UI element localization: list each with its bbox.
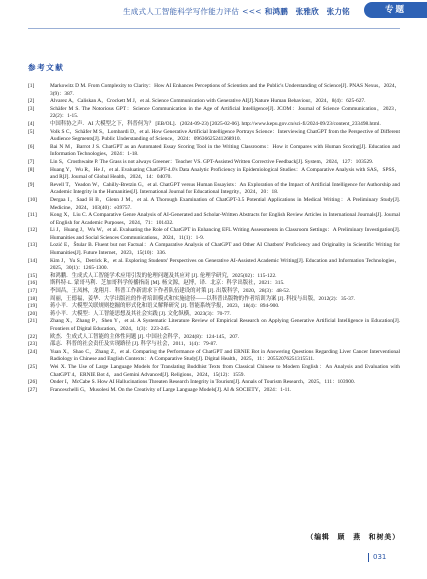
reference-item xyxy=(28,98,400,106)
reference-item xyxy=(28,121,400,129)
reference-number: [12] xyxy=(28,227,37,234)
header-divider xyxy=(28,28,400,29)
reference-text: 和鸿鹏．生成式人工智能学术应用引发的伦理问题及其应对 [J]. 伦理学研究，2025(02)：115-122. xyxy=(50,272,277,279)
reference-number: [24] xyxy=(28,348,37,355)
reference-number: [13] xyxy=(28,242,37,249)
reference-item xyxy=(28,159,400,167)
reference-number: [2] xyxy=(28,98,35,105)
reference-text: Franceschelli G，Musolesi M. On the Creativity of Large Language Models[J]. AI & SOCIETY，2024：1-11. xyxy=(50,386,292,393)
references-heading: 参考文献 xyxy=(28,63,65,72)
reference-text: Lin S，Crosthwaite P. The Grass is not always Greener：Teacher VS. GPT-Assisted Written Corrective Feedback[J]. System，2024，127：103529. xyxy=(50,158,374,165)
reference-text: Markowitz D M. From Complexity to Clarity：How AI Enhances Perceptions of Scientists and the Public's Understanding of Science[J]. PNAS Nexus，2024，3(9)：387. xyxy=(50,83,400,97)
reference-number: [5] xyxy=(28,128,35,135)
page-number: 031 xyxy=(368,553,405,562)
reference-item xyxy=(28,387,400,395)
section-tab: 专题 xyxy=(364,2,427,18)
reference-item xyxy=(28,288,400,296)
reference-item xyxy=(28,106,400,121)
reference-text: Dergaa I，Saad H B，Glenn J M，et al. A Thorough Examination of ChatGPT-3.5 Potential Applications in Medical Writing：A Preliminary Study[J]. Medicine，2024，103(40)：e39757. xyxy=(50,196,400,211)
reference-text: Onder I，McCabe S. How AI Hallucinations Threaten Research Integrity in Tourism[J]. Annals of Tourism Research，2025，111：103900. xyxy=(50,379,356,386)
reference-number: [8] xyxy=(28,166,35,173)
reference-text: 蒋小平．大模型：人工智能思想及其社会实践 [J]. 文化纵横，2023(3)：70-77. xyxy=(50,310,231,317)
reference-number: [15] xyxy=(28,272,37,279)
reference-text: Schäfer M S. The Notorious GPT：Science Communication in the Age of Artificial Intelligence[J]. JCOM：Journal of Science Communication，2023，22(2)：1-15. xyxy=(50,105,400,120)
title-separator: <<< xyxy=(242,7,262,16)
reference-item xyxy=(28,144,400,159)
reference-text: Lozić E，Štular B. Fluent but not Factual：A Comparative Analysis of ChatGPT and Other AI Chatbots' Proficiency and Originality in Scientific Writing for Humanities[J]. Future Internet，2023，15(10)：336. xyxy=(50,242,400,257)
reference-number: [6] xyxy=(28,143,35,150)
journal-column-title: 生成式人工智能科学写作能力评估 xyxy=(123,7,240,16)
reference-text: Revell T，Yeadon W，Cahilly-Bretzin G，et al. ChatGPT versus Human Essayists：An Exploration of the Impact of Artificial Intelligence for Authorship and Academic Integrity in the Humanities[J]. International Journal for Educational Integrity，2024，20：18. xyxy=(50,181,400,196)
reference-item xyxy=(28,227,400,242)
reference-text: 邵志．科普的社会责任及实现路径 [J]. 科学与社会，2011，1(4)：79-87. xyxy=(50,341,218,348)
reference-number: [19] xyxy=(28,303,37,310)
reference-item xyxy=(28,242,400,257)
reference-number: [21] xyxy=(28,318,37,325)
reference-item xyxy=(28,349,400,364)
reference-number: [23] xyxy=(28,341,37,348)
reference-number: [25] xyxy=(28,363,37,370)
reference-number: [16] xyxy=(28,280,37,287)
reference-text: 欧杰．生成式人工智能的主体性问题 [J]. 中国社会科学，2024(8)：124-145，207. xyxy=(50,333,239,340)
reference-number: [22] xyxy=(28,333,37,340)
reference-item xyxy=(28,83,400,98)
reference-number: [20] xyxy=(28,310,37,317)
reference-list xyxy=(28,83,400,394)
reference-text: Kim J，Yu S，Detrick R，et al. Exploring Students' Perspectives on Generative AI-Assisted Academic Writing[J]. Education and Information Technologies，2025，30(1)：1265-1300. xyxy=(50,257,400,272)
reference-item xyxy=(28,212,400,227)
reference-text: Wei X. The Use of Large Language Models for Translating Buddhist Texts from Classical Chinese to Modern English：An Analysis and Evaluation with ChatGPT 4，ERNIE Bot 4，and Gemini Advanced[J]. Religions，2024，15(12)：1559. xyxy=(50,363,400,378)
reference-item xyxy=(28,167,400,182)
reference-number: [1] xyxy=(28,83,35,89)
reference-text: Bai N M，Barrot J S. ChatGPT as an Automated Essay Scoring Tool in the Writing Classrooms：How it Compares with Human Scoring[J]. Education and Information Technologies，2024：1-18. xyxy=(50,143,400,158)
reference-item xyxy=(28,129,400,144)
reference-number: [7] xyxy=(28,158,35,165)
editor-credit: （编辑 顾 燕 和树美） xyxy=(306,533,400,541)
reference-text: Zhang X，Zhang P，Shen Y，et al. A Systematic Literature Review of Empirical Research on Applying Generative Artificial Intelligence in Education[J]. Frontiers of Digital Education，2024，1(3)：223-245. xyxy=(50,318,400,332)
reference-item xyxy=(28,258,400,273)
reference-text: Huang Y，Wu R，He J，et al. Evaluating ChatGPT-4.0's Data Analytic Proficiency in Epidemiological Studies：A Comparative Analysis with SAS，SPSS，and R[J]. Journal of Global Health，2024，14：04070. xyxy=(50,166,400,181)
reference-item xyxy=(28,303,400,311)
reference-text: 周丽，王德福，姜华．大学出版社的作者培训模式和实施途径——以科普出版物的作者培训为案 [J]. 科技与出版，2012(2)：35-37. xyxy=(50,295,355,302)
reference-text: Kong X，Liu C. A Comparative Genre Analysis of AI-Generated and Scholar-Written Abstracts for English Review Articles in International Journals[J]. Journal of English for Academic Purposes，2024，71：101432. xyxy=(50,212,400,226)
reference-text: 李国昌，王凤林，龙翔月．科普工作新需求下作者队伍建设的对策 [J]. 出版科学，2020，28(3)：48-52. xyxy=(50,288,291,295)
reference-number: [17] xyxy=(28,288,37,295)
reference-text: 中国科协之声．AI 大模型之下，科普何为？ [EB/OL]．(2024-09-23) [2025-02-06]. http://www.kepu.gov.cn/sci-fi/2024-09/23/content_233498.html. xyxy=(50,120,381,127)
reference-item xyxy=(28,341,400,349)
reference-text: Volk S C，Schäfer M S，Lombardi D，et al. How Generative Artificial Intelligence Portrays Science：Interviewing ChatGPT from the Perspective of Different Audience Segments[J]. Public Understanding of Science，2024：09636625241268910. xyxy=(50,128,400,143)
reference-number: [26] xyxy=(28,379,37,386)
reference-number: [27] xyxy=(28,386,37,393)
reference-item xyxy=(28,182,400,197)
reference-item xyxy=(28,318,400,333)
reference-text: 蒋小平．大模型关联规则挖掘的形式化和语义解释研究 [J]. 智能系统学报，2023，18(4)：894-900. xyxy=(50,303,280,310)
reference-item xyxy=(28,197,400,212)
reference-number: [4] xyxy=(28,120,35,127)
reference-text: Li J，Huang J，Wu W，et al. Evaluating the Role of ChatGPT in Enhancing EFL Writing Assessments in Classroom Settings：A Preliminary Investigation[J]. Humanities and Social Sciences Communications，2024，11(1)：1-9. xyxy=(50,227,400,241)
reference-text: Alvarez A，Caliskan A，Crockett M J，et al. Science Communication with Generative AI[J].Nature Human Behaviour，2024，8(4)：625-627. xyxy=(50,98,366,105)
reference-number: [18] xyxy=(28,295,37,302)
reference-item xyxy=(28,364,400,379)
reference-number: [9] xyxy=(28,181,35,188)
reference-item xyxy=(28,280,400,288)
reference-number: [11] xyxy=(28,212,37,219)
running-title xyxy=(123,5,363,19)
reference-number: [14] xyxy=(28,257,37,264)
reference-number: [10] xyxy=(28,196,37,203)
reference-item xyxy=(28,379,400,387)
reference-text: 斯科特·L. 蒙哥马利．芝加哥科学传播指南 [M]. 杨文源，赵博，译．北京：科学出版社，2021：315. xyxy=(50,280,285,287)
reference-text: Yuan X，Shao C，Zhang Z，et al. Comparing the Performance of ChatGPT and ERNIE Bot in Answering Questions Regarding Liver Cancer Interventional Radiology in Chinese and English Contexts：A Comparative Study[J]. Digital Health，2025，11：20552076251315511. xyxy=(50,348,400,363)
page-header xyxy=(0,0,427,38)
reference-number: [3] xyxy=(28,105,35,112)
article-authors: 和鸿鹏 张雅欣 张力铭 xyxy=(264,7,350,16)
